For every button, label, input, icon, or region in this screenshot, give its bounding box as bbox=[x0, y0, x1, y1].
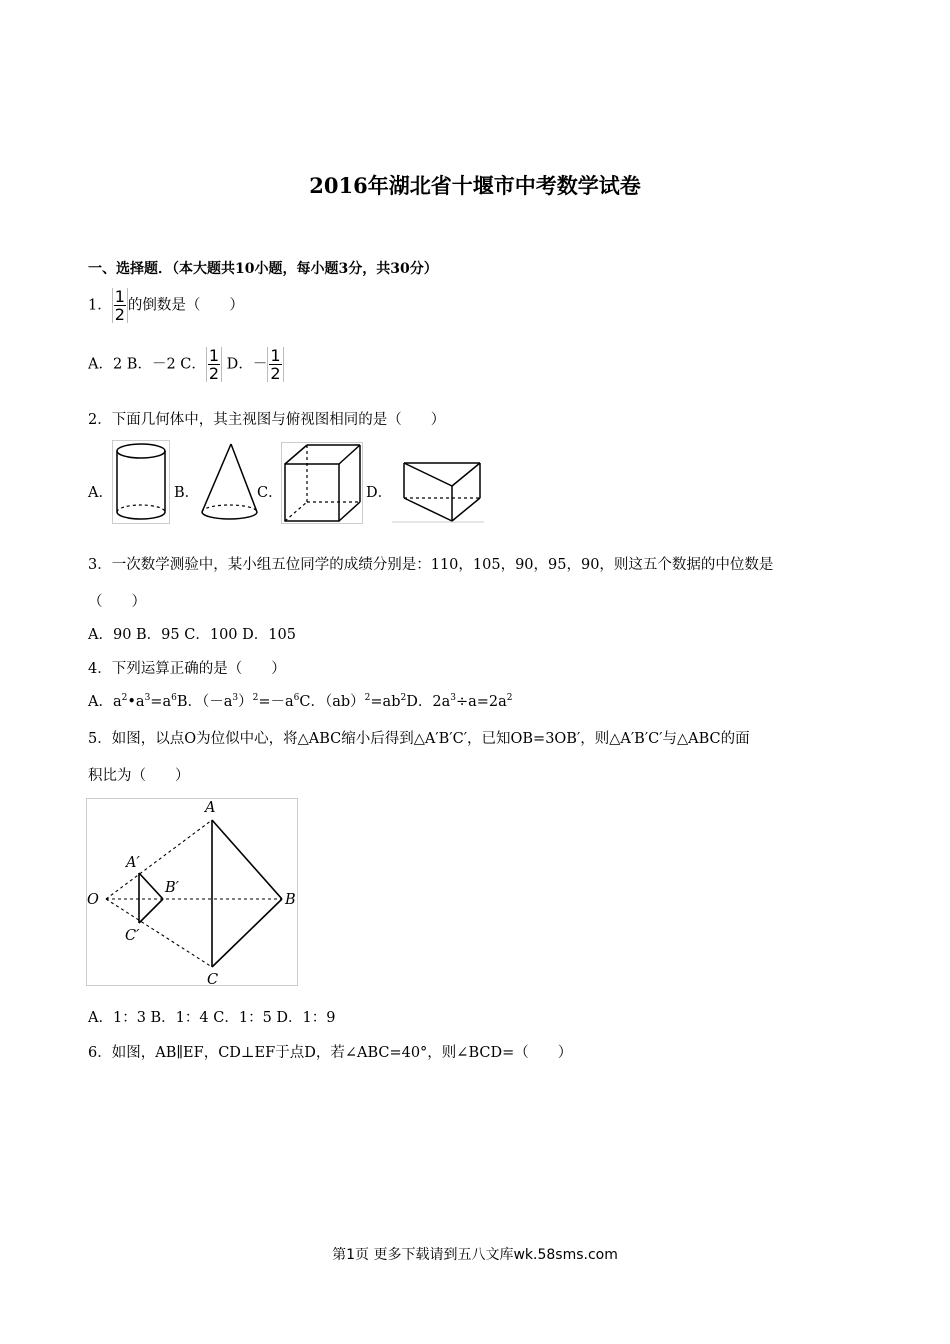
page-title: 2016年湖北省十堰市中考数学试卷 bbox=[309, 173, 641, 198]
q4-a-sup3: 6 bbox=[171, 693, 177, 703]
question-3: 3．一次数学测验中，某小组五位同学的成绩分别是：110，105，90，95，90，则这五个数据的中位数是 bbox=[88, 557, 774, 573]
section-heading: 一、选择题．（本大题共10小题，每小题3分，共30分） bbox=[88, 261, 438, 277]
label-b-prime: B′ bbox=[165, 880, 179, 896]
label-a-prime: A′ bbox=[126, 855, 140, 871]
question-5: 5．如图，以点O为位似中心，将△ABC缩小后得到△A′B′C′，已知OB=3OB′，则△A′B′C′与△ABC的面 bbox=[88, 731, 750, 747]
question-1 bbox=[88, 288, 244, 323]
q1-d-num: 1 bbox=[270, 346, 281, 365]
q1-frac-den: 2 bbox=[114, 305, 125, 324]
q4-options bbox=[88, 690, 513, 711]
q4-b-text2: ） bbox=[238, 694, 253, 710]
q1-c-den: 2 bbox=[208, 364, 220, 383]
q4-d-text1: D．2a bbox=[406, 694, 451, 710]
page-footer: 第1页 更多下载请到五八文库wk.58sms.com bbox=[332, 1247, 618, 1263]
similarity-figure bbox=[86, 798, 298, 986]
q5-stem-cont: 积比为（ ） bbox=[88, 768, 190, 784]
q4-b-sup3: 6 bbox=[293, 693, 300, 703]
q1-number: 1． bbox=[88, 297, 112, 314]
q4-b-text3: =－a bbox=[258, 694, 294, 710]
label-a: A bbox=[205, 800, 216, 816]
q1-option-c-fraction bbox=[206, 347, 222, 382]
question-4: 4．下列运算正确的是（ ） bbox=[88, 661, 286, 677]
question-6: 6．如图，AB∥EF，CD⊥EF于点D，若∠ABC=40°，则∠BCD=（ ） bbox=[88, 1045, 573, 1061]
q1-options-ab: A．2 B．－2 C． bbox=[88, 356, 206, 373]
q3-options: A．90 B．95 C．100 D．105 bbox=[88, 627, 296, 643]
cube-figure bbox=[281, 442, 363, 524]
q4-c-sup1: 2 bbox=[364, 693, 371, 703]
q1-stem: 的倒数是（ ） bbox=[127, 297, 244, 314]
q4-b-sup1: 3 bbox=[232, 693, 239, 703]
q1-c-num: 1 bbox=[208, 346, 220, 365]
question-2: 2．下面几何体中，其主视图与俯视图相同的是（ ） bbox=[88, 412, 446, 428]
q4-b-sup2: 2 bbox=[252, 693, 259, 703]
q4-a-text3: =a bbox=[150, 694, 172, 710]
q1-options bbox=[88, 347, 284, 382]
q1-option-d-fraction bbox=[267, 347, 283, 382]
label-c: C bbox=[207, 972, 219, 988]
q1-d-den: 2 bbox=[270, 364, 281, 383]
cylinder-figure bbox=[112, 440, 170, 524]
q2-label-c: C． bbox=[257, 485, 283, 501]
q4-d-text2: ÷a=2a bbox=[455, 694, 507, 710]
q1-options-d: D．－ bbox=[222, 356, 268, 373]
q1-fraction bbox=[112, 288, 128, 323]
triangular-prism-figure bbox=[392, 458, 484, 524]
q4-a-sup1: 2 bbox=[121, 693, 128, 703]
q4-b-text1: B．（－a bbox=[176, 694, 233, 710]
cone-figure bbox=[198, 442, 260, 524]
label-o: O bbox=[87, 892, 99, 908]
q5-options: A．1：3 B．1：4 C．1：5 D．1：9 bbox=[88, 1010, 336, 1026]
q4-a-text1: A．a bbox=[88, 694, 122, 710]
q4-d-sup2: 2 bbox=[506, 693, 513, 703]
q1-frac-num: 1 bbox=[114, 287, 125, 306]
q4-c-sup2: 2 bbox=[400, 693, 407, 703]
q2-label-d: D． bbox=[366, 485, 393, 501]
q4-a-sup2: 3 bbox=[144, 693, 151, 703]
q4-c-text1: C．（ab） bbox=[299, 694, 365, 710]
q3-stem-cont: （ ） bbox=[88, 594, 146, 610]
q2-label-a: A． bbox=[88, 485, 113, 501]
label-b: B bbox=[285, 892, 296, 908]
q4-d-sup1: 3 bbox=[450, 693, 456, 703]
label-c-prime: C′ bbox=[125, 928, 140, 944]
q2-label-b: B． bbox=[174, 485, 200, 501]
q4-a-text2: •a bbox=[127, 694, 145, 710]
q4-c-text2: =ab bbox=[370, 694, 401, 710]
